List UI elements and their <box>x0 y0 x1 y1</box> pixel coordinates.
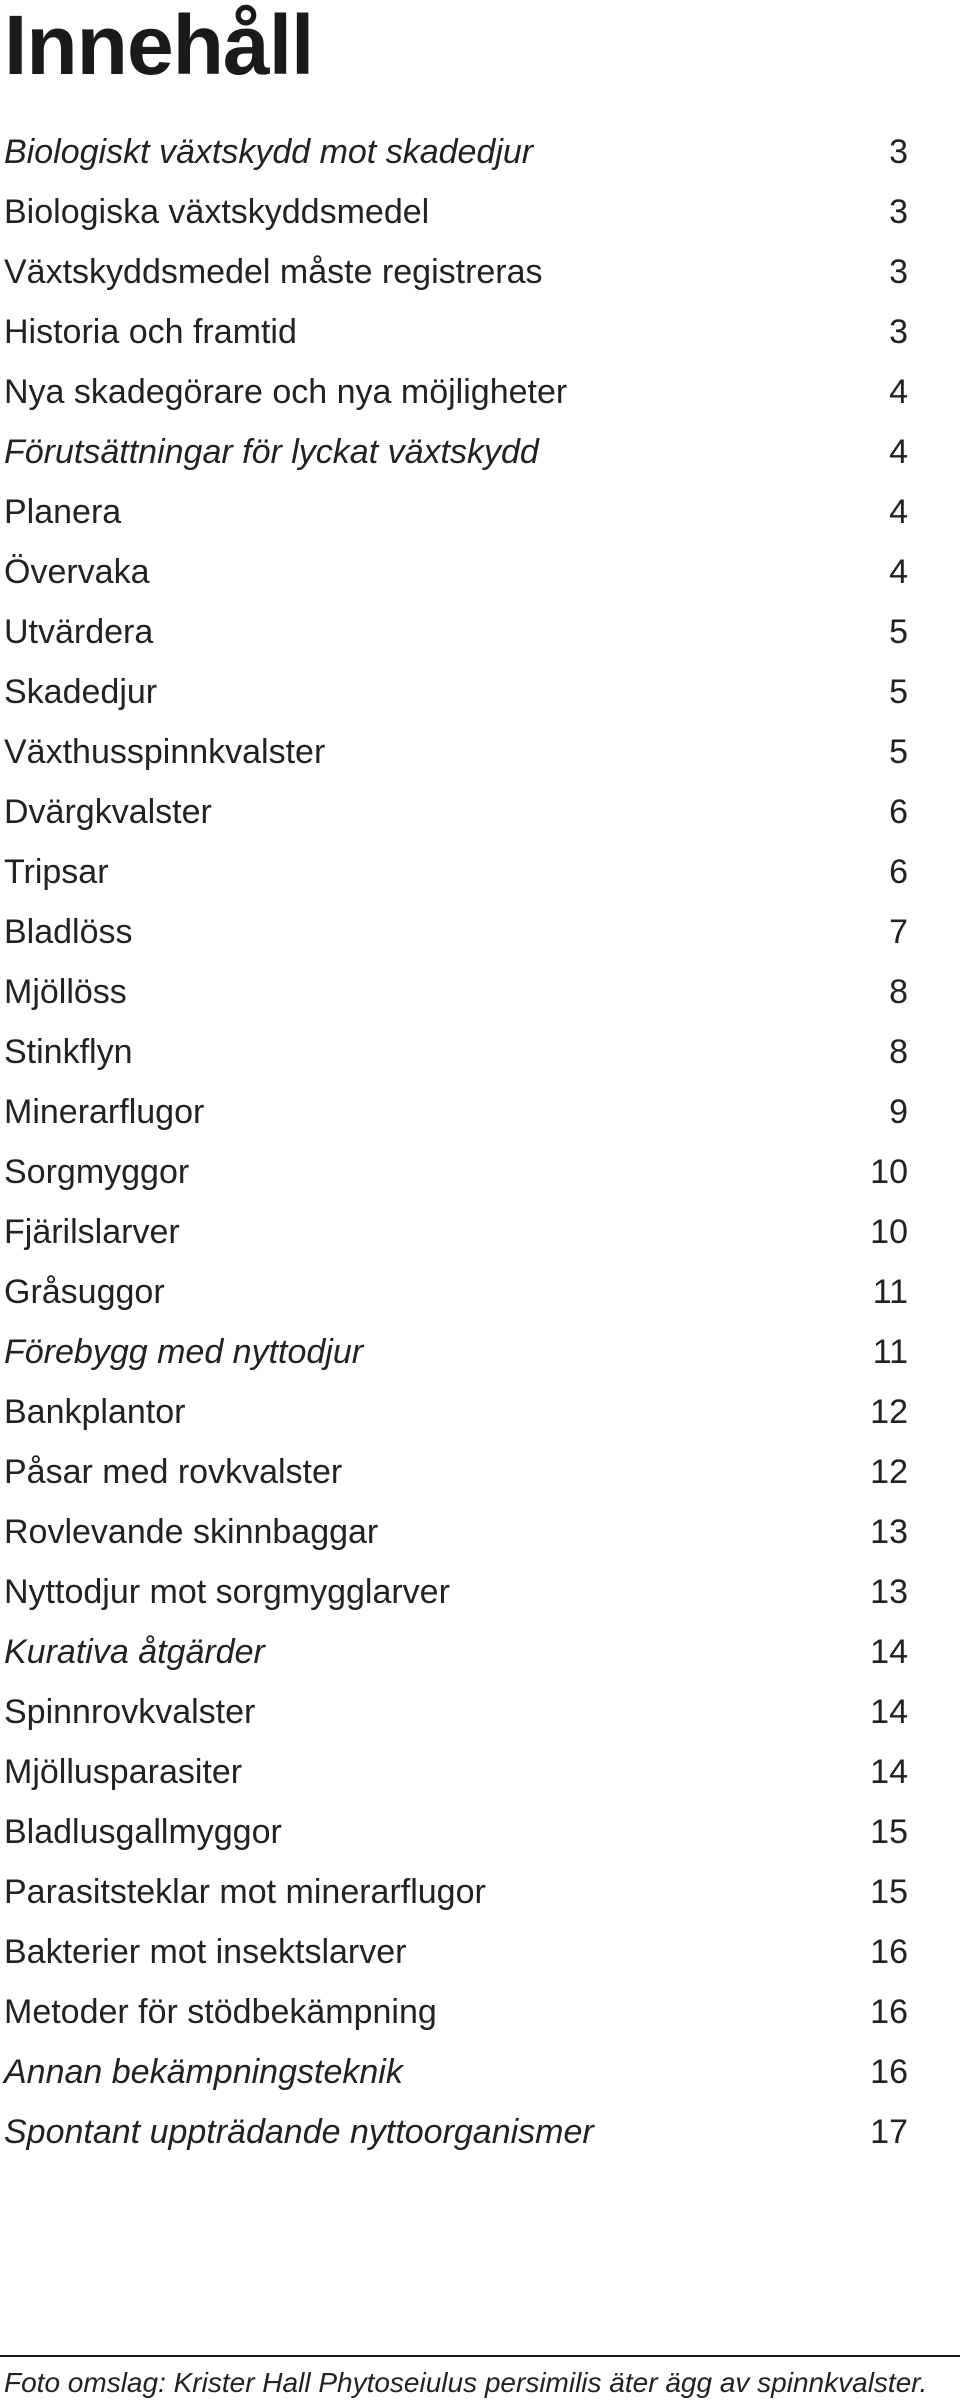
toc-entry-page-number: 16 <box>870 1933 908 1971</box>
toc-entry-label: Utvärdera <box>4 613 154 651</box>
toc-entry-page-number: 4 <box>889 373 908 411</box>
toc-entry-page-number: 13 <box>870 1513 908 1551</box>
toc-entry-page-number: 4 <box>889 493 908 531</box>
toc-entry-page-number: 5 <box>889 613 908 651</box>
toc-entry-label: Mjöllusparasiter <box>4 1753 243 1791</box>
toc-entry-label: Växtskyddsmedel måste registreras <box>4 253 543 291</box>
toc-entry-label: Sorgmyggor <box>4 1153 190 1191</box>
toc-entry[interactable] <box>4 1142 908 1202</box>
toc-entry-label: Skadedjur <box>4 673 158 711</box>
toc-entry-page-number: 14 <box>870 1753 908 1791</box>
toc-entry-page-number: 15 <box>870 1873 908 1911</box>
toc-entry-label: Förutsättningar för lyckat växtskydd <box>4 433 539 471</box>
toc-entry-label: Påsar med rovkvalster <box>4 1453 343 1491</box>
toc-entry-page-number: 5 <box>889 733 908 771</box>
toc-entry[interactable] <box>4 1082 908 1142</box>
toc-entry-label: Fjärilslarver <box>4 1213 180 1251</box>
toc-entry-page-number: 12 <box>870 1453 908 1491</box>
toc-entry-page-number: 10 <box>870 1213 908 1251</box>
toc-entry-page-number: 14 <box>870 1633 908 1671</box>
toc-entry-page-number: 15 <box>870 1813 908 1851</box>
toc-entry[interactable] <box>4 1622 908 1682</box>
toc-entry-page-number: 10 <box>870 1153 908 1191</box>
toc-entry-page-number: 16 <box>870 2053 908 2091</box>
toc-entry-label: Övervaka <box>4 553 150 591</box>
toc-entry-page-number: 13 <box>870 1573 908 1611</box>
toc-entry[interactable] <box>4 842 908 902</box>
toc-entry[interactable] <box>4 1502 908 1562</box>
toc-entry-label: Planera <box>4 493 122 531</box>
cover-photo-caption: Foto omslag: Krister Hall Phytoseiulus persimilis äter ägg av spinnkvalster. <box>4 2367 928 2398</box>
toc-entry-label: Minerarflugor <box>4 1093 205 1131</box>
toc-entry[interactable] <box>4 1742 908 1802</box>
toc-entry[interactable] <box>4 1442 908 1502</box>
toc-entry[interactable] <box>4 542 908 602</box>
toc-entry-label: Nya skadegörare och nya möjligheter <box>4 373 568 411</box>
footer-divider <box>0 2355 960 2357</box>
toc-entry[interactable] <box>4 1862 908 1922</box>
toc-entry-label: Nyttodjur mot sorgmygglarver <box>4 1573 450 1611</box>
toc-entry-label: Växthusspinnkvalster <box>4 733 326 771</box>
toc-entry-page-number: 6 <box>889 853 908 891</box>
toc-entry[interactable] <box>4 602 908 662</box>
toc-entry[interactable] <box>4 1022 908 1082</box>
toc-entry-label: Spinnrovkvalster <box>4 1693 256 1731</box>
toc-entry-page-number: 5 <box>889 673 908 711</box>
toc-entry[interactable] <box>4 302 908 362</box>
toc-entry-page-number: 7 <box>889 913 908 951</box>
toc-entry-label: Kurativa åtgärder <box>4 1633 265 1671</box>
toc-entry-label: Förebygg med nyttodjur <box>4 1333 364 1371</box>
toc-entry-page-number: 8 <box>889 1033 908 1071</box>
toc-entry-label: Annan bekämpningsteknik <box>4 2053 403 2091</box>
toc-entry-label: Bladlusgallmyggor <box>4 1813 282 1851</box>
toc-entry-page-number: 3 <box>889 313 908 351</box>
toc-entry-page-number: 3 <box>889 253 908 291</box>
toc-entry-page-number: 3 <box>889 193 908 231</box>
toc-entry[interactable] <box>4 122 908 182</box>
toc-entry-page-number: 17 <box>870 2113 908 2151</box>
toc-entry-page-number: 6 <box>889 793 908 831</box>
toc-entry[interactable] <box>4 662 908 722</box>
toc-entry-label: Spontant uppträdande nyttoorganismer <box>4 2113 594 2151</box>
toc-entry[interactable] <box>4 362 908 422</box>
toc-entry-label: Rovlevande skinnbaggar <box>4 1513 379 1551</box>
toc-entry-page-number: 11 <box>872 1333 908 1371</box>
toc-entry-page-number: 8 <box>889 973 908 1011</box>
toc-entry[interactable] <box>4 1322 908 1382</box>
toc-entry-page-number: 3 <box>889 133 908 171</box>
page-title: Innehåll <box>4 0 314 92</box>
toc-entry[interactable] <box>4 182 908 242</box>
toc-entry-label: Mjöllöss <box>4 973 127 1011</box>
toc-entry-page-number: 9 <box>889 1093 908 1131</box>
toc-entry[interactable] <box>4 962 908 1022</box>
toc-entry[interactable] <box>4 422 908 482</box>
toc-entry[interactable] <box>4 1262 908 1322</box>
toc-entry-label: Metoder för stödbekämpning <box>4 1993 437 2031</box>
toc-entry-page-number: 4 <box>889 553 908 591</box>
toc-entry[interactable] <box>4 902 908 962</box>
toc-entry-label: Bakterier mot insektslarver <box>4 1933 407 1971</box>
toc-entry-page-number: 4 <box>889 433 908 471</box>
toc-entry[interactable] <box>4 782 908 842</box>
toc-entry[interactable] <box>4 482 908 542</box>
toc-entry-page-number: 11 <box>872 1273 908 1311</box>
toc-entry-label: Parasitsteklar mot minerarflugor <box>4 1873 486 1911</box>
toc-entry[interactable] <box>4 1682 908 1742</box>
toc-entry-label: Historia och framtid <box>4 313 297 351</box>
toc-entry-label: Biologiska växtskyddsmedel <box>4 193 430 231</box>
toc-entry[interactable] <box>4 1382 908 1442</box>
toc-entry-label: Dvärgkvalster <box>4 793 212 831</box>
toc-entry[interactable] <box>4 1922 908 1982</box>
toc-entry-page-number: 12 <box>870 1393 908 1431</box>
toc-entry[interactable] <box>4 1802 908 1862</box>
toc-entry-page-number: 14 <box>870 1693 908 1731</box>
toc-entry[interactable] <box>4 2102 908 2162</box>
toc-entry-label: Gråsuggor <box>4 1273 165 1311</box>
toc-entry-page-number: 16 <box>870 1993 908 2031</box>
toc-entry-label: Bladlöss <box>4 913 133 951</box>
toc-entry[interactable] <box>4 242 908 302</box>
toc-entry[interactable] <box>4 1202 908 1262</box>
toc-entry[interactable] <box>4 1982 908 2042</box>
toc-entry-label: Biologiskt växtskydd mot skadedjur <box>4 133 534 171</box>
toc-entry-label: Bankplantor <box>4 1393 186 1431</box>
toc-entry[interactable] <box>4 1562 908 1622</box>
toc-entry[interactable] <box>4 2042 908 2102</box>
toc-entry-label: Tripsar <box>4 853 109 891</box>
toc-entry-label: Stinkflyn <box>4 1033 133 1071</box>
table-of-contents <box>4 122 908 2162</box>
toc-entry[interactable] <box>4 722 908 782</box>
